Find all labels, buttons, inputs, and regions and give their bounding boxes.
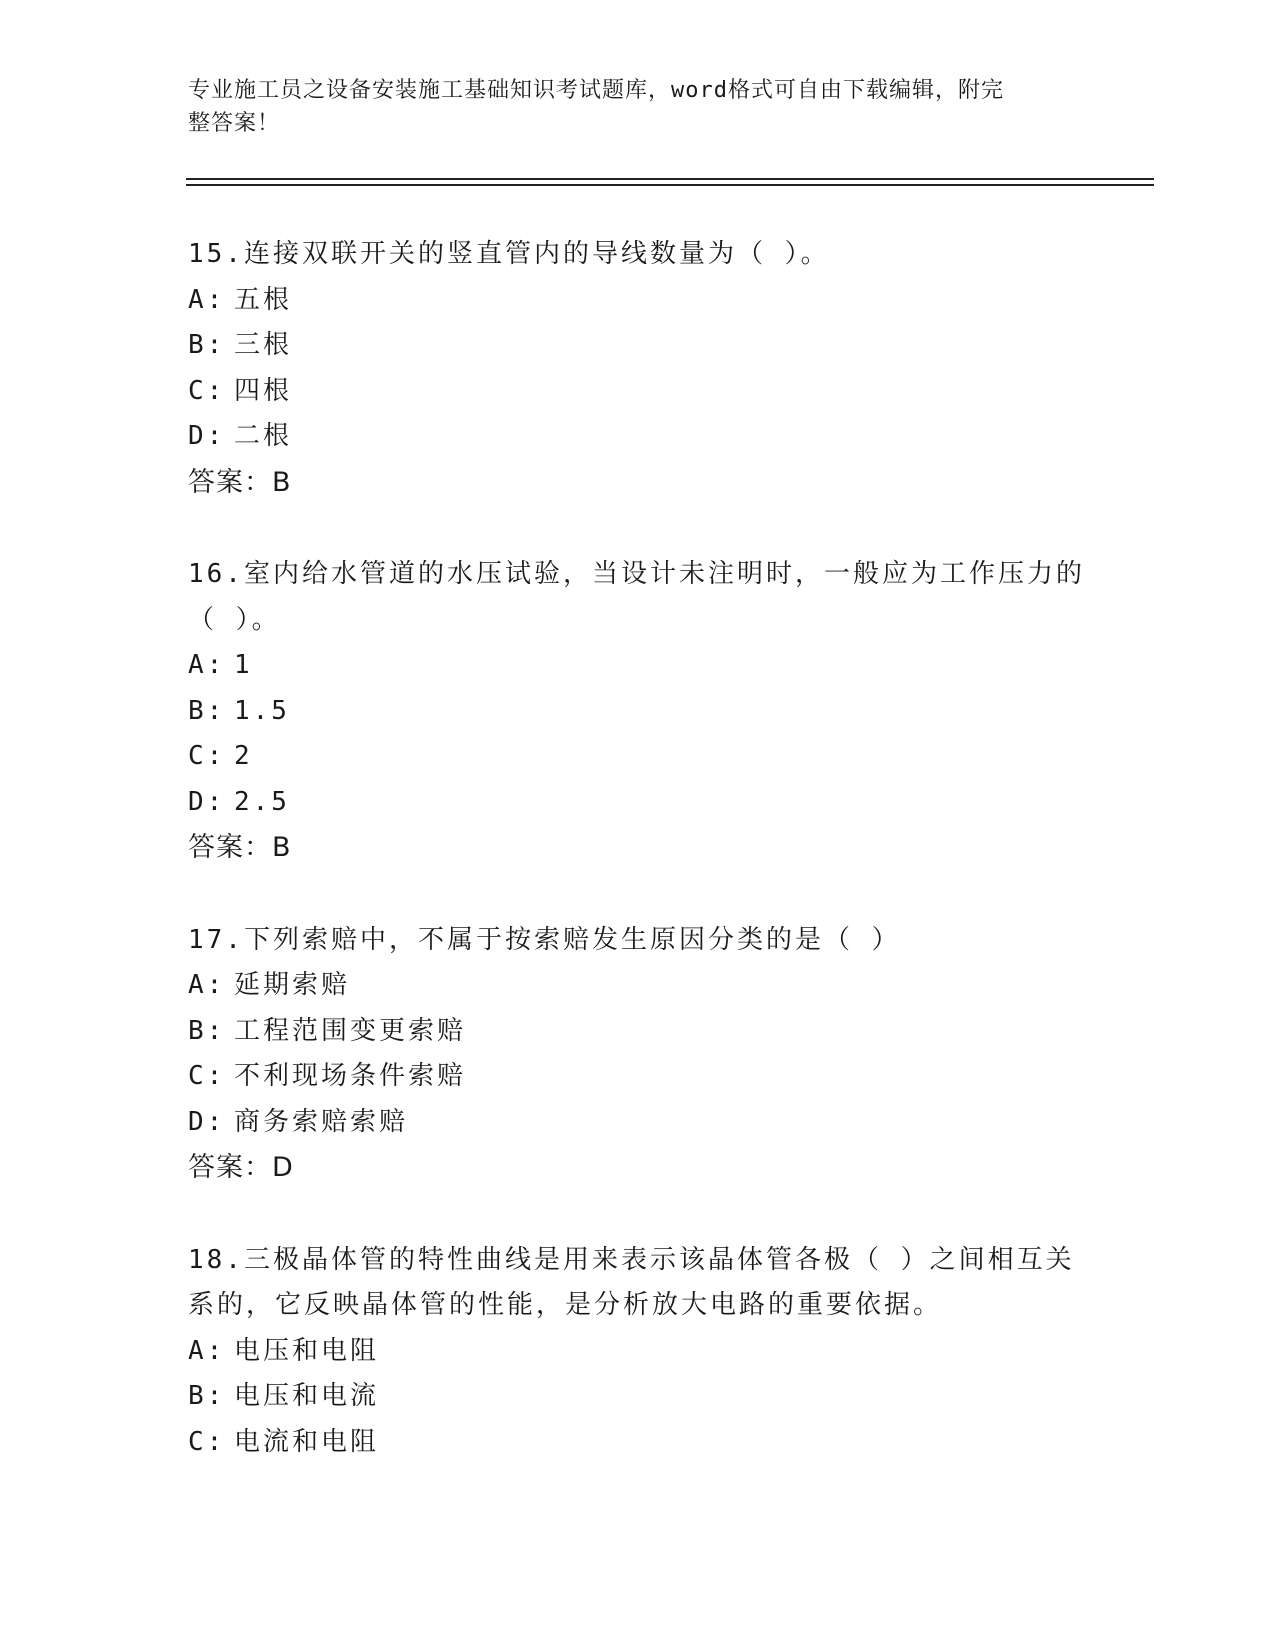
option-text: 商务索赔索赔 — [234, 1106, 409, 1137]
option-text: 工程范围变更索赔 — [234, 1015, 467, 1046]
option-d — [188, 414, 1088, 460]
option-text: 电流和电阻 — [234, 1426, 380, 1457]
option-letter: A: — [188, 284, 226, 315]
option-letter: B: — [188, 1015, 226, 1046]
answer-line: 答案：B — [188, 466, 292, 498]
question-17 — [188, 918, 1088, 1191]
option-text: 电压和电流 — [234, 1381, 380, 1411]
option-letter: B: — [188, 330, 226, 360]
option-letter: A: — [188, 1335, 226, 1366]
question-16 — [188, 552, 1088, 871]
option-letter: B: — [188, 1381, 226, 1411]
option-b — [188, 1374, 1088, 1420]
option-a — [188, 963, 1088, 1009]
option-letter: A: — [188, 970, 226, 1000]
option-c — [188, 734, 1088, 780]
option-text: 五根 — [234, 284, 293, 315]
option-letter: C: — [188, 741, 226, 771]
option-b — [188, 1009, 1088, 1055]
option-text: 2.5 — [234, 786, 290, 817]
option-a — [188, 1329, 1088, 1375]
option-text: 1 — [234, 650, 253, 680]
option-b — [188, 323, 1088, 369]
answer-line: 答案：B — [188, 832, 292, 863]
document-header — [188, 74, 1068, 140]
option-b — [188, 689, 1088, 735]
question-list — [188, 232, 1088, 1512]
option-c — [188, 369, 1088, 415]
question-stem: 16.室内给水管道的水压试验，当设计未注明时，一般应为工作压力的（ ）。 — [188, 559, 1085, 635]
option-letter: D: — [188, 1106, 226, 1137]
option-letter: C: — [188, 375, 226, 406]
option-text: 不利现场条件索赔 — [234, 1061, 467, 1091]
question-18 — [188, 1238, 1088, 1466]
header-divider-bottom — [186, 184, 1154, 186]
option-c — [188, 1054, 1088, 1100]
option-d — [188, 780, 1088, 826]
option-letter: D: — [188, 421, 226, 451]
answer-line: 答案：D — [188, 1152, 294, 1183]
option-letter: C: — [188, 1061, 226, 1091]
question-stem: 18.三极晶体管的特性曲线是用来表示该晶体管各极（ ）之间相互关系的，它反映晶体管的性能，是分析放大电路的重要依据。 — [188, 1244, 1075, 1320]
header-line-2: 整答案！ — [188, 111, 281, 136]
option-text: 2 — [234, 741, 253, 771]
option-d — [188, 1100, 1088, 1146]
option-a — [188, 643, 1088, 689]
option-text: 延期索赔 — [234, 970, 351, 1000]
header-divider-top — [186, 178, 1154, 180]
question-stem: 17.下列索赔中，不属于按索赔发生原因分类的是（ ） — [188, 924, 901, 955]
option-text: 四根 — [234, 375, 293, 406]
option-text: 1.5 — [234, 695, 290, 726]
option-letter: D: — [188, 786, 226, 817]
option-a — [188, 278, 1088, 324]
option-text: 电压和电阻 — [234, 1335, 380, 1366]
option-letter: A: — [188, 650, 226, 680]
option-letter: C: — [188, 1426, 226, 1457]
option-letter: B: — [188, 695, 226, 726]
option-text: 三根 — [234, 330, 293, 360]
question-15 — [188, 232, 1088, 505]
question-stem: 15.连接双联开关的竖直管内的导线数量为（ ）。 — [188, 239, 830, 269]
option-c — [188, 1420, 1088, 1466]
header-line-1: 专业施工员之设备安装施工基础知识考试题库，word格式可自由下载编辑，附完 — [188, 78, 1004, 103]
option-text: 二根 — [234, 421, 293, 451]
